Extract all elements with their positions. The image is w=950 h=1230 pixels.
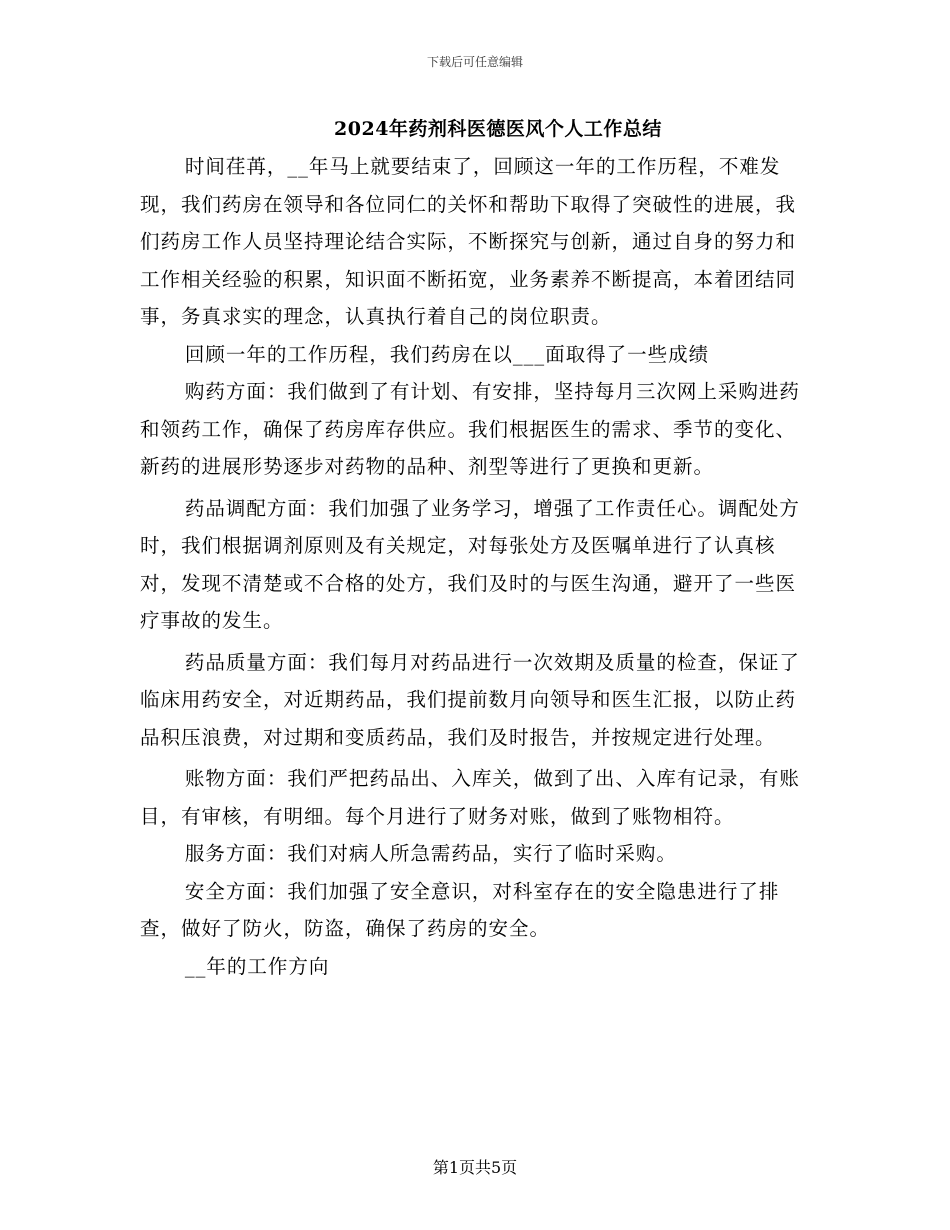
document-body [140,148,810,985]
page-number: 第1页共5页 [432,1158,518,1177]
paragraph-dispensing: 药品调配方面：我们加强了业务学习，增强了工作责任心。调配处方时，我们根据调剂原则及有关规定，对每张处方及医嘱单进行了认真核对，发现不清楚或不合格的处方，我们及时的与医生沟通，避开了一些医疗事故的发生。 [140,496,800,632]
paragraph-intro: 时间荏苒，__年马上就要结束了，回顾这一年的工作历程，不难发现，我们药房在领导和各位同仁的关怀和帮助下取得了突破性的进展，我们药房工作人员坚持理论结合实际，不断探究与创新，通过自身的努力和工作相关经验的积累，知识面不断拓宽，业务素养不断提高，本着团结同事，务真求实的理念，认真执行着自己的岗位职责。 [140,155,797,328]
header-note: 下载后可任意编辑 [426,55,523,69]
paragraph-purchasing: 购药方面：我们做到了有计划、有安排，坚持每月三次网上采购进药和领药工作，确保了药房库存供应。我们根据医生的需求、季节的变化、新药的进展形势逐步对药物的品种、剂型等进行了更换和更新。 [140,380,800,478]
paragraph-review: 回顾一年的工作历程，我们药房在以___面取得了一些成绩 [184,342,710,366]
paragraph-next-year: __年的工作方向 [184,954,330,978]
paragraph-quality: 药品质量方面：我们每月对药品进行一次效期及质量的检查，保证了临床用药安全，对近期药品，我们提前数月向领导和医生汇报，以防止药品积压浪费，对过期和变质药品，我们及时报告，并按规定进行处理。 [140,650,800,749]
paragraph-service: 服务方面：我们对病人所急需药品，实行了临时采购。 [184,842,677,865]
paragraph-safety: 安全方面：我们加强了安全意识，对科室存在的安全隐患进行了排查，做好了防火，防盗，确保了药房的安全。 [140,879,780,940]
document-title: 2024年药剂科医德医风个人工作总结 [334,118,662,140]
paragraph-accounts: 账物方面：我们严把药品出、入库关，做到了出、入库有记录，有账目，有审核，有明细。每个月进行了财务对账，做到了账物相符。 [140,767,800,828]
